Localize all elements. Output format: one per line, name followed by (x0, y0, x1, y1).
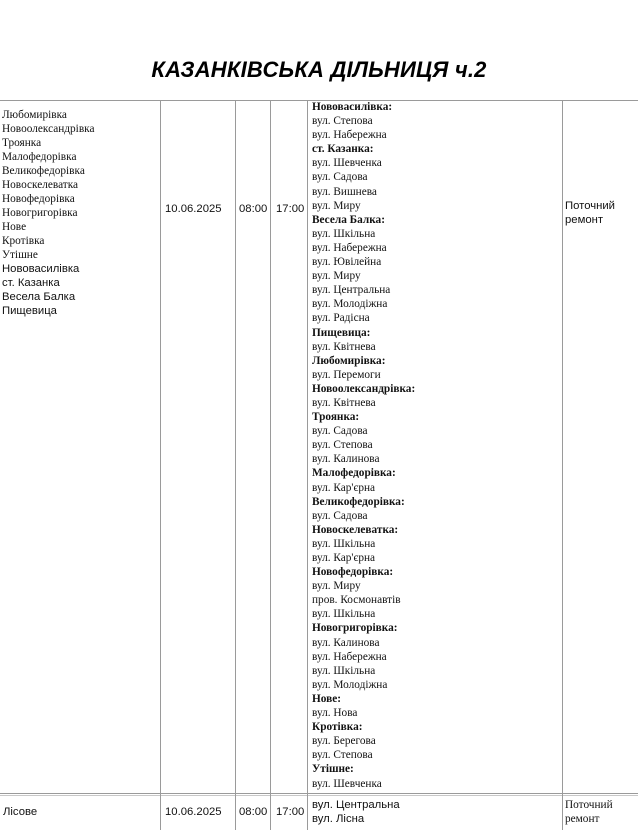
street-group-heading: Пищевица: (312, 326, 371, 339)
street-list (312, 100, 415, 791)
village-name: Кротівка (2, 235, 45, 247)
street-item: вул. Калинова (312, 453, 380, 466)
village-name: Новогригорівка (2, 207, 78, 219)
village-name: Весела Балка (2, 291, 76, 303)
street-item: вул. Центральна (312, 799, 400, 811)
street-item: вул. Квітнева (312, 396, 376, 409)
street-item: вул. Квітнева (312, 340, 376, 353)
street-group-heading: Новоскелеватка: (312, 523, 399, 536)
street-item: вул. Центральна (312, 284, 391, 297)
village-name: Троянка (2, 137, 42, 149)
column-divider (235, 100, 236, 830)
work-type-cell (565, 199, 615, 227)
column-divider (160, 100, 161, 830)
date-cell: 10.06.2025 (165, 203, 222, 215)
village-name: Лісове (3, 806, 38, 818)
start-time-cell: 08:00 (239, 806, 268, 818)
street-group-heading: Новогригорівка: (312, 622, 398, 635)
date-cell: 10.06.2025 (165, 806, 222, 818)
street-group-heading: Новофедорівка: (312, 566, 394, 579)
street-group-heading: Любомирівка: (312, 354, 386, 367)
street-item: вул. Миру (312, 199, 361, 212)
village-name: Нововасилівка (2, 263, 80, 275)
street-item: вул. Степова (312, 439, 373, 452)
street-item: вул. Набережна (312, 241, 387, 254)
street-item: вул. Кар'єрна (312, 481, 376, 494)
street-item: вул. Набережна (312, 650, 387, 663)
village-name: Пищевица (2, 305, 57, 317)
street-item: вул. Радісна (312, 312, 370, 325)
street-item: вул. Молодіжна (312, 298, 388, 311)
street-item: вул. Садова (312, 425, 368, 438)
street-group-heading: Утішне: (312, 763, 354, 776)
street-item: вул. Берегова (312, 735, 376, 748)
street-group-heading: Весела Балка: (312, 213, 385, 226)
village-name: Любомирівка (2, 109, 67, 121)
page-title: КАЗАНКІВСЬКА ДІЛЬНИЦЯ ч.2 (151, 57, 487, 82)
street-item: вул. Шевченка (312, 157, 382, 170)
street-group-heading: Малофедорівка: (312, 467, 396, 480)
street-item: вул. Садова (312, 171, 368, 184)
street-list (312, 798, 400, 826)
work-type-line: Поточний (565, 799, 613, 811)
street-item: вул. Набережна (312, 129, 387, 142)
street-item: вул. Степова (312, 115, 373, 128)
work-type-cell (565, 798, 613, 826)
end-time-cell: 17:00 (276, 203, 305, 215)
row-separator-inner (0, 795, 638, 796)
street-item: вул. Перемоги (312, 368, 381, 381)
column-divider (562, 100, 563, 830)
village-name: Утішне (2, 249, 38, 261)
street-item: вул. Молодіжна (312, 678, 388, 691)
street-group-heading: Новоолександрівка: (312, 382, 416, 395)
street-item: пров. Космонавтів (312, 594, 401, 607)
street-item: вул. Степова (312, 749, 373, 762)
village-name: Новоолександрівка (2, 123, 95, 135)
street-item: вул. Шкільна (312, 227, 376, 240)
street-group-heading: ст. Казанка: (312, 143, 374, 156)
village-name: Великофедорівка (2, 165, 85, 177)
work-type-line: ремонт (565, 214, 604, 226)
column-divider (307, 100, 308, 830)
street-item: вул. Шевченка (312, 777, 382, 790)
village-name: Новоскелеватка (2, 179, 79, 191)
village-name: Нове (2, 221, 27, 233)
street-item: вул. Садова (312, 509, 368, 522)
start-time-cell: 08:00 (239, 203, 268, 215)
column-divider (270, 100, 271, 830)
street-item: вул. Ювілейна (312, 256, 382, 269)
street-item: вул. Шкільна (312, 608, 376, 621)
street-item: вул. Миру (312, 270, 361, 283)
street-item: вул. Кар'єрна (312, 552, 376, 564)
street-item: вул. Шкільна (312, 537, 376, 550)
village-name: ст. Казанка (2, 277, 60, 289)
work-type-line: Поточний (565, 200, 615, 212)
street-group-heading: Нововасилівка: (312, 101, 393, 113)
street-group-heading: Великофедорівка: (312, 495, 405, 508)
street-item: вул. Нова (312, 707, 358, 720)
village-name: Новофедорівка (2, 193, 75, 205)
street-item: вул. Шкільна (312, 664, 376, 677)
village-list (2, 108, 94, 318)
street-item: вул. Лісна (312, 813, 365, 825)
end-time-cell: 17:00 (276, 806, 305, 818)
street-group-heading: Нове: (312, 692, 342, 705)
street-item: вул. Калинова (312, 636, 380, 649)
row-separator (0, 793, 638, 794)
street-item: вул. Миру (312, 580, 361, 593)
village-name: Малофедорівка (2, 151, 77, 163)
work-type-line: ремонт (565, 813, 600, 825)
street-group-heading: Троянка: (312, 411, 360, 424)
street-group-heading: Кротівка: (312, 721, 363, 734)
street-item: вул. Вишнева (312, 185, 377, 198)
